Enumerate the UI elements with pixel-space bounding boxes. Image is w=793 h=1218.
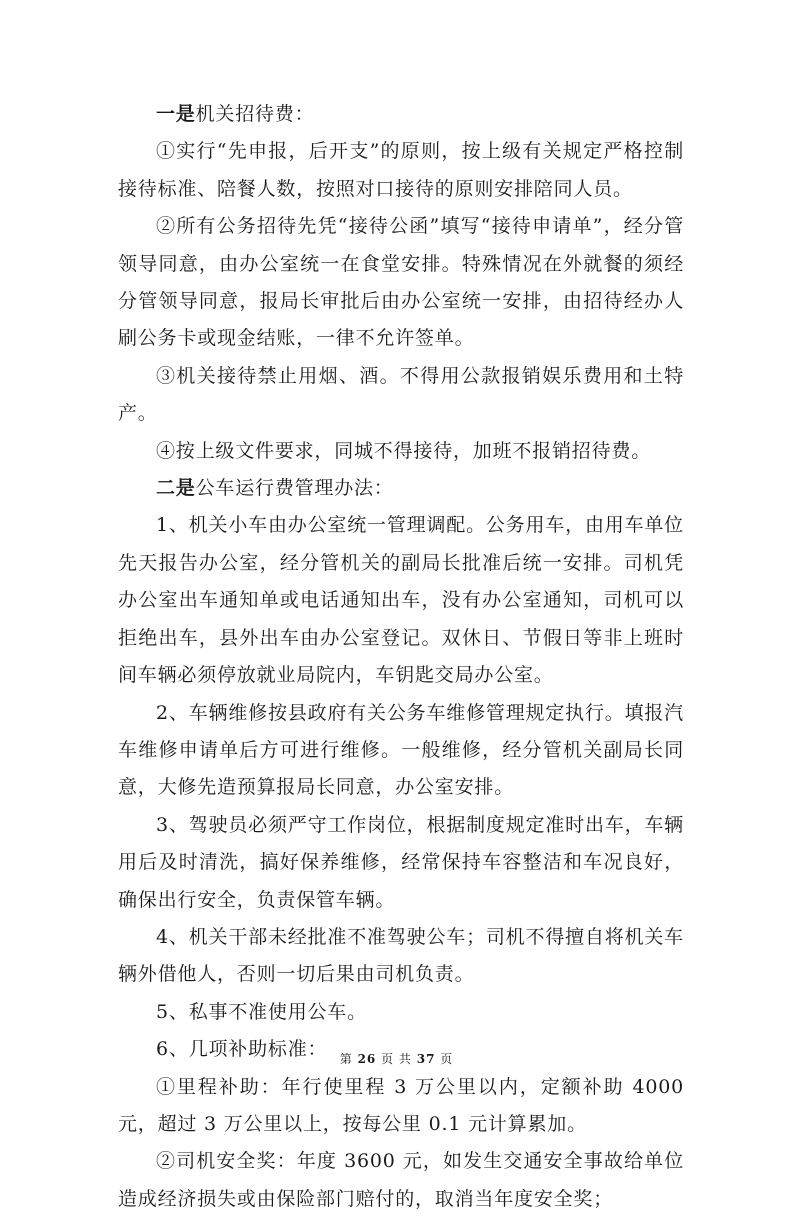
heading-ordinal: 二是 xyxy=(156,477,196,500)
footer-prefix: 第 xyxy=(339,1052,358,1066)
current-page-number: 26 xyxy=(357,1052,377,1066)
heading-text: 机关招待费： xyxy=(195,103,315,125)
section-heading-reception xyxy=(118,96,684,133)
total-page-count: 37 xyxy=(416,1052,436,1066)
paragraph-vehicle-5: 5、私事不准使用公车。 xyxy=(156,1000,367,1023)
footer-middle: 页 共 xyxy=(376,1052,417,1066)
paragraph-reception-3: ③机关接待禁止用烟、酒。不得用公款报销娱乐费用和土特产。 xyxy=(118,364,684,425)
paragraph-subsidy-1: ①里程补助：年行使里程 3 万公里以内，定额补助 4000 元，超过 3 万公里以上，按每公里 0.1 元计算累加。 xyxy=(118,1075,684,1135)
heading-text: 公车运行费管理办法： xyxy=(195,477,394,500)
paragraph-vehicle-3: 3、驾驶员必须严守工作岗位，根据制度规定准时出车，车辆用后及时清洗，搞好保养维修，经常保持车容整洁和车况良好，确保出行安全，负责保管车辆。 xyxy=(118,813,684,911)
paragraph-vehicle-4: 4、机关干部未经批准不准驾驶公车；司机不得擅自将机关车辆外借他人，否则一切后果由司机负责。 xyxy=(118,925,684,986)
page-footer xyxy=(0,1050,793,1067)
paragraph-reception-2: ②所有公务招待先凭“接待公函”填写“接待申请单”，经分管领导同意，由办公室统一在食堂安排。特殊情况在外就餐的须经分管领导同意，报局长审批后由办公室统一安排，由招待经办人刷公务卡或现金结账，一律不允许签单。 xyxy=(118,215,684,350)
paragraph-subsidy-2: ②司机安全奖：年度 3600 元，如发生交通安全事故给单位造成经济损失或由保险部门赔付的，取消当年度安全奖； xyxy=(118,1150,684,1210)
footer-suffix: 页 xyxy=(435,1052,454,1066)
paragraph-vehicle-2: 2、车辆维修按县政府有关公务车维修管理规定执行。填报汽车维修申请单后方可进行维修。一般维修，经分管机关副局长同意，大修先造预算报局长同意，办公室安排。 xyxy=(118,701,684,799)
heading-ordinal: 一是 xyxy=(156,103,196,125)
paragraph-vehicle-1: 1、机关小车由办公室统一管理调配。公务用车，由用车单位先天报告办公室，经分管机关的副局长批准后统一安排。司机凭办公室出车通知单或电话通知出车，没有办公室通知，司机可以拒绝出车，县外出车由办公室登记。双休日、节假日等非上班时间车辆必须停放就业局院内，车钥匙交局办公室。 xyxy=(118,514,684,687)
paragraph-reception-4: ④按上级文件要求，同城不得接待，加班不报销招待费。 xyxy=(156,439,652,462)
paragraph-reception-1: ①实行“先申报，后开支”的原则，按上级有关规定严格控制接待标准、陪餐人数，按照对口接待的原则安排陪同人员。 xyxy=(118,140,684,200)
section-heading-vehicle xyxy=(118,470,684,507)
paragraph-vehicle-6: 6、几项补助标准： xyxy=(156,1038,328,1061)
